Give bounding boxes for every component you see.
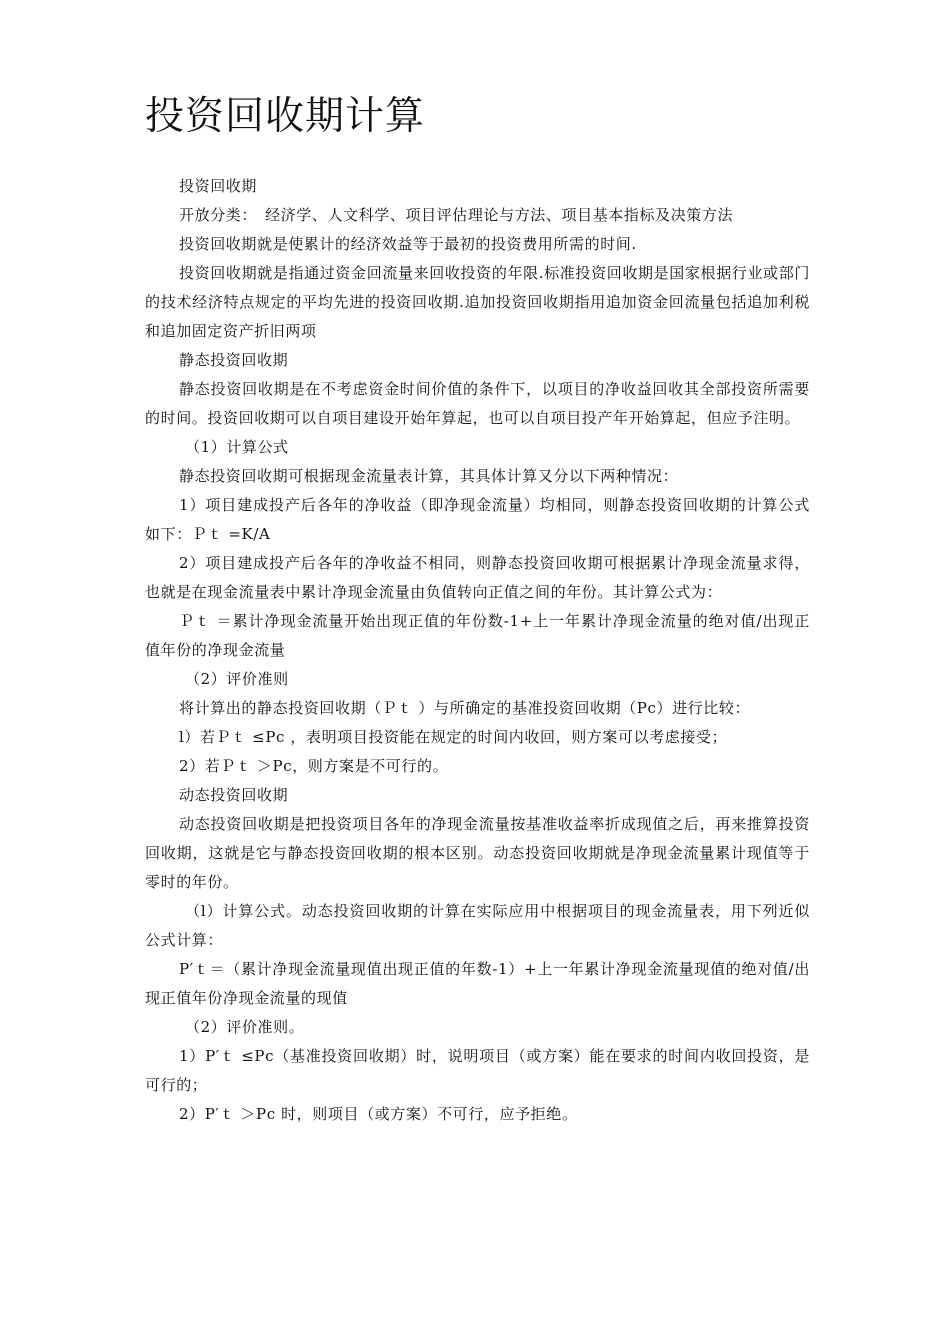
subheading-static-criteria: （2）评价准则 xyxy=(185,670,289,688)
paragraph-definition-2: 投资回收期就是指通过资金回流量来回收投资的年限.标准投资回收期是国家根据行业或部门的技术经济特点规定的平均先进的投资回收期.追加投资回收期指用追加资金回流量包括追加利税和追加固定资产折旧两项 xyxy=(145,264,810,340)
document-body xyxy=(145,172,810,1129)
paragraph-dynamic-formula: P′ｔ＝（累计净现金流量现值出现正值的年数-1）+上一年累计净现金流量现值的绝对值/出现正值年份净现金流量的现值 xyxy=(145,960,810,1007)
section-heading-static: 静态投资回收期 xyxy=(179,351,289,369)
paragraph-static-definition: 静态投资回收期是在不考虑资金时间价值的条件下，以项目的净收益回收其全部投资所需要的时间。投资回收期可以自项目建设开始年算起，也可以自项目投产年开始算起，但应予注明。 xyxy=(145,380,810,427)
paragraph-static-case-2: 2）项目建成投产后各年的净收益不相同，则静态投资回收期可根据累计净现金流量求得，也就是在现金流量表中累计净现金流量由负值转向正值之间的年份。其计算公式为： xyxy=(145,554,810,601)
subheading-dynamic-criteria: （2）评价准则。 xyxy=(185,1018,305,1036)
paragraph-definition-1: 投资回收期就是使累计的经济效益等于最初的投资费用所需的时间. xyxy=(179,235,637,253)
section-heading-dynamic: 动态投资回收期 xyxy=(179,786,289,804)
document-title: 投资回收期计算 xyxy=(145,94,426,139)
paragraph-heading-payback-period: 投资回收期 xyxy=(179,177,258,195)
paragraph-dynamic-definition: 动态投资回收期是把投资项目各年的净现金流量按基准收益率折成现值之后，再来推算投资回收期，这就是它与静态投资回收期的根本区别。动态投资回收期就是净现金流量累计现值等于零时的年份。 xyxy=(145,815,810,891)
paragraph-static-case-1: 1）项目建成投产后各年的净收益（即净现金流量）均相同，则静态投资回收期的计算公式如下：Ｐｔ =K/A xyxy=(145,496,810,543)
paragraph-dynamic-reject: 2）P′ｔ ＞Pc 时，则项目（或方案）不可行，应予拒绝。 xyxy=(179,1105,578,1123)
paragraph-static-reject: 2）若Ｐｔ ＞Pc，则方案是不可行的。 xyxy=(179,757,449,775)
subheading-dynamic-formula: （l）计算公式。动态投资回收期的计算在实际应用中根据项目的现金流量表，用下列近似公式计算： xyxy=(145,902,810,949)
paragraph-static-cases: 静态投资回收期可根据现金流量表计算，其具体计算又分以下两种情况： xyxy=(179,467,679,485)
subheading-static-formula: （1）计算公式 xyxy=(185,438,289,456)
paragraph-static-compare: 将计算出的静态投资回收期（Ｐｔ ）与所确定的基准投资回收期（Pc）进行比较： xyxy=(179,699,751,717)
paragraph-open-category: 开放分类： 经济学、人文科学、项目评估理论与方法、项目基本指标及决策方法 xyxy=(179,206,734,224)
paragraph-dynamic-accept: 1）P′ｔ ≤Pc（基准投资回收期）时，说明项目（或方案）能在要求的时间内收回投资，是可行的； xyxy=(145,1047,810,1094)
paragraph-static-formula: Ｐｔ ＝累计净现金流量开始出现正值的年份数-1+上一年累计净现金流量的绝对值/出现正值年份的净现金流量 xyxy=(145,612,810,659)
paragraph-static-accept: l）若Ｐｔ ≤Pc ，表明项目投资能在规定的时间内收回，则方案可以考虑接受； xyxy=(179,728,728,746)
